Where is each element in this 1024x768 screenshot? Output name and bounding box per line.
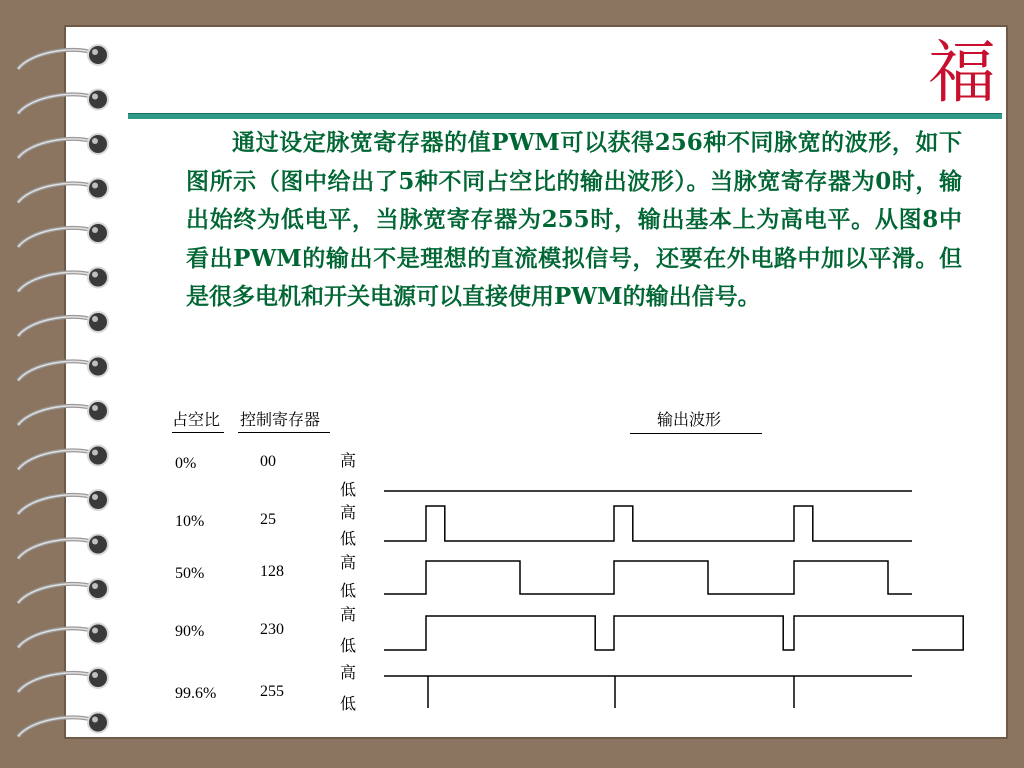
duty-cycle-value: 0% bbox=[175, 455, 197, 472]
spiral-ring bbox=[18, 401, 108, 425]
spiral-ring bbox=[18, 668, 108, 692]
spiral-ring bbox=[18, 624, 108, 648]
spiral-ring bbox=[18, 134, 108, 158]
spiral-binding bbox=[0, 0, 120, 768]
spiral-ring bbox=[18, 223, 108, 247]
spiral-ring bbox=[18, 713, 108, 737]
register-value: 255 bbox=[260, 683, 284, 700]
low-level-label: 低 bbox=[340, 694, 357, 713]
spiral-ring bbox=[18, 268, 108, 292]
duty-cycle-header: 占空比 bbox=[172, 410, 221, 429]
fu-glyph: 福 bbox=[927, 34, 997, 113]
duty-cycle-value: 99.6% bbox=[175, 685, 217, 702]
high-level-label: 高 bbox=[340, 451, 357, 470]
spiral-ring bbox=[18, 535, 108, 559]
duty-cycle-value: 50% bbox=[175, 565, 205, 582]
spiral-ring bbox=[18, 312, 108, 336]
waveform-header: 输出波形 bbox=[657, 410, 722, 429]
spiral-ring bbox=[18, 490, 108, 514]
register-value: 230 bbox=[260, 621, 284, 638]
register-header: 控制寄存器 bbox=[240, 410, 321, 429]
low-level-label: 低 bbox=[340, 581, 357, 600]
spiral-ring bbox=[18, 579, 108, 603]
high-level-label: 高 bbox=[340, 553, 357, 572]
low-level-label: 低 bbox=[340, 480, 357, 499]
fu-character-logo bbox=[927, 30, 997, 113]
low-level-label: 低 bbox=[340, 529, 357, 548]
body-paragraph: 通过设定脉宽寄存器的值PWM可以获得256种不同脉宽的波形，如下图所示（图中给出了5种不同占空比的输出波形）。当脉宽寄存器为0时，输出始终为低电平，当脉宽寄存器为255时，输出基本上为高电平。从图8中看出PWM的输出不是理想的直流模拟信号，还要在外电路中加以平滑。但是很多电机和开关电源可以直接使用PWM的输出信号。 bbox=[186, 129, 962, 310]
waveform-header-underline bbox=[630, 433, 762, 434]
spiral-ring bbox=[18, 446, 108, 470]
register-value: 128 bbox=[260, 563, 284, 580]
low-level-label: 低 bbox=[340, 636, 357, 655]
high-level-label: 高 bbox=[340, 503, 357, 522]
register-header-underline bbox=[238, 432, 330, 433]
high-level-label: 高 bbox=[340, 663, 357, 682]
spiral-ring bbox=[18, 357, 108, 381]
high-level-label: 高 bbox=[340, 605, 357, 624]
duty-cycle-value: 90% bbox=[175, 623, 205, 640]
header-divider bbox=[128, 113, 1002, 119]
duty-header-underline bbox=[172, 432, 224, 433]
register-value: 25 bbox=[260, 511, 276, 528]
spiral-ring bbox=[18, 179, 108, 203]
spiral-ring bbox=[18, 45, 108, 69]
duty-cycle-value: 10% bbox=[175, 513, 205, 530]
register-value: 00 bbox=[260, 453, 276, 470]
spiral-ring bbox=[18, 90, 108, 114]
